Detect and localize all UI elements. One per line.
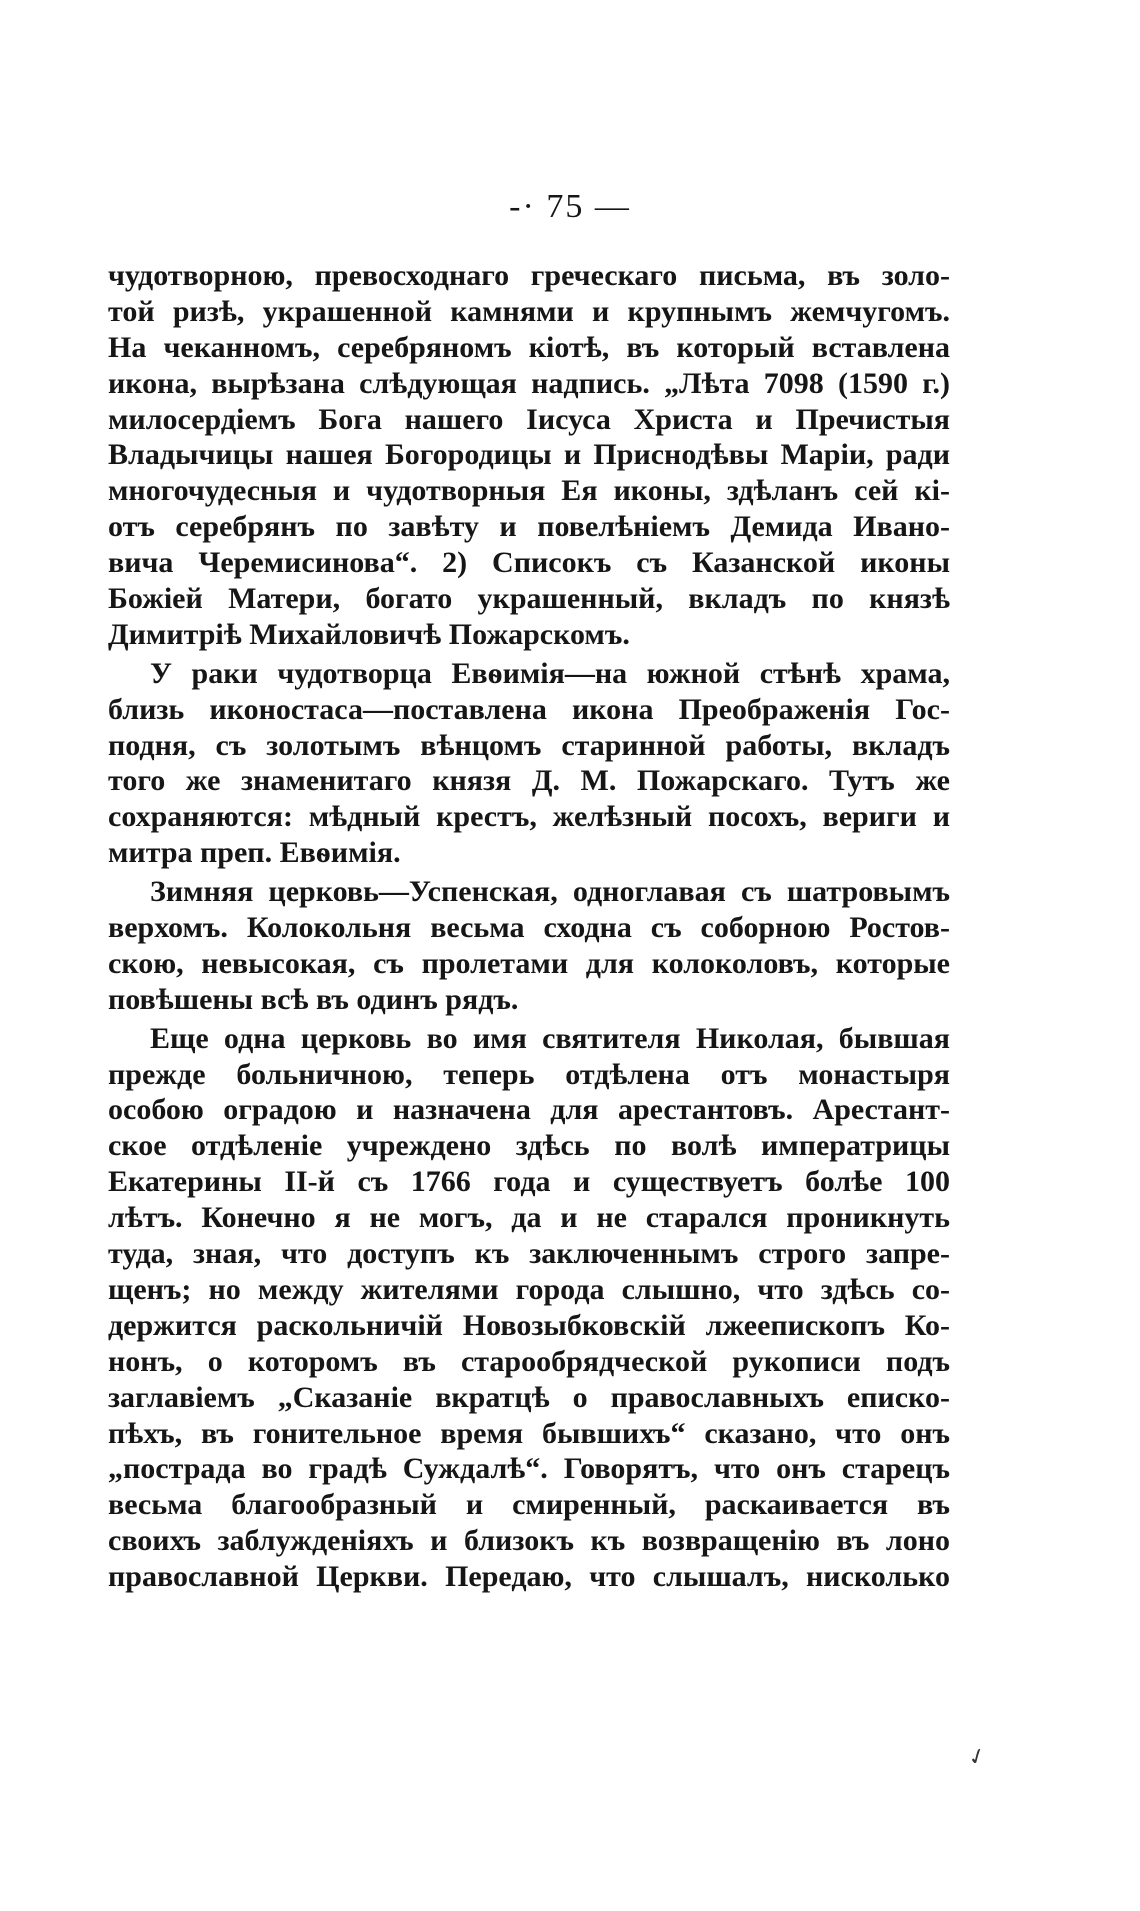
text-line: заглавіемъ „Сказаніе вкратцѣ о православныхъ еписко- xyxy=(108,1380,950,1414)
paragraph xyxy=(108,1021,950,1595)
text-line: многочудесныя и чудотворныя Ея иконы, здѣланъ сей кі- xyxy=(108,474,950,508)
body-text xyxy=(108,258,950,1595)
text-line: вича Черемисинова“. 2) Списокъ съ Казанской иконы xyxy=(108,546,950,580)
text-line: туда, зная, что доступъ къ заключеннымъ строго запре- xyxy=(108,1237,950,1271)
text-line: лѣтъ. Конечно я не могъ, да и не старался проникнуть xyxy=(108,1201,950,1235)
text-line: держится раскольничій Новозыбковскій лжеепископъ Ко- xyxy=(108,1308,950,1342)
text-line: прежде больничною, теперь отдѣлена отъ монастыря xyxy=(108,1057,950,1091)
text-line: милосердіемъ Бога нашего Іисуса Христа и Пречистыя xyxy=(108,402,950,436)
text-line: Екатерины II-й съ 1766 года и существуетъ болѣе 100 xyxy=(108,1165,950,1199)
text-line: Владычицы нашея Богородицы и Приснодѣвы Маріи, ради xyxy=(108,438,950,472)
page-number: -· 75 — xyxy=(509,188,631,225)
text-line: чудотворною, превосходнаго греческаго письма, въ золо- xyxy=(108,259,950,292)
text-line: близь иконостаса—поставлена икона Преображенія Гос- xyxy=(108,692,950,726)
text-line: подня, съ золотымъ вѣнцомъ старинной работы, вкладъ xyxy=(108,728,950,762)
paragraph xyxy=(108,656,950,871)
text-line: православной Церкви. Передаю, что слышалъ, нисколько xyxy=(108,1560,950,1594)
text-line: Божіей Матери, богато украшенный, вкладъ по князѣ xyxy=(108,582,950,616)
stray-ink-mark: ✓ xyxy=(964,1741,990,1772)
text-line: митра преп. Евѳимія. xyxy=(108,836,401,870)
text-line: отъ серебрянъ по завѣту и повелѣніемъ Демида Ивано- xyxy=(108,510,950,544)
text-line: той ризѣ, украшенной камнями и крупнымъ жемчугомъ. xyxy=(108,294,950,328)
text-line: Еще одна церковь во имя святителя Николая, бывшая xyxy=(150,1021,950,1055)
paragraph xyxy=(108,874,950,1018)
text-line: ское отдѣленіе учреждено здѣсь по волѣ императрицы xyxy=(108,1129,950,1163)
text-line: повѣшены всѣ въ одинъ рядъ. xyxy=(108,982,519,1016)
text-line: На чеканномъ, серебряномъ кіотѣ, въ который вставлена xyxy=(108,330,950,364)
text-line: скою, невысокая, съ пролетами для колоколовъ, которые xyxy=(108,946,950,980)
text-line: Димитріѣ Михайловичѣ Пожарскомъ. xyxy=(108,617,630,651)
text-line: щенъ; но между жителями города слышно, что здѣсь со- xyxy=(108,1272,950,1306)
text-line: особою оградою и назначена для арестантовъ. Арестант- xyxy=(108,1093,950,1127)
text-line: того же знаменитаго князя Д. М. Пожарскаго. Тутъ же xyxy=(108,764,950,798)
text-line: Зимняя церковь—Успенская, одноглавая съ шатровымъ xyxy=(150,875,950,909)
paragraph xyxy=(108,258,950,653)
text-line: своихъ заблужденіяхъ и близокъ къ возвращенію въ лоно xyxy=(108,1524,950,1558)
text-line: икона, вырѣзана слѣдующая надпись. „Лѣта 7098 (1590 г.) xyxy=(108,366,950,400)
text-line: весьма благообразный и смиренный, раскаивается въ xyxy=(108,1488,950,1522)
text-line: У раки чудотворца Евѳимія—на южной стѣнѣ храма, xyxy=(150,656,950,690)
text-line: сохраняются: мѣдный крестъ, желѣзный посохъ, вериги и xyxy=(108,800,950,834)
text-line: верхомъ. Колокольня весьма сходна съ соборною Ростов- xyxy=(108,911,950,945)
text-line: нонъ, о которомъ въ старообрядческой рукописи подъ xyxy=(108,1344,950,1378)
text-line: „пострада во градѣ Суждалѣ“. Говорятъ, что онъ старецъ xyxy=(108,1452,950,1486)
text-line: пѣхъ, въ гонительное время бывшихъ“ сказано, что онъ xyxy=(108,1416,950,1450)
